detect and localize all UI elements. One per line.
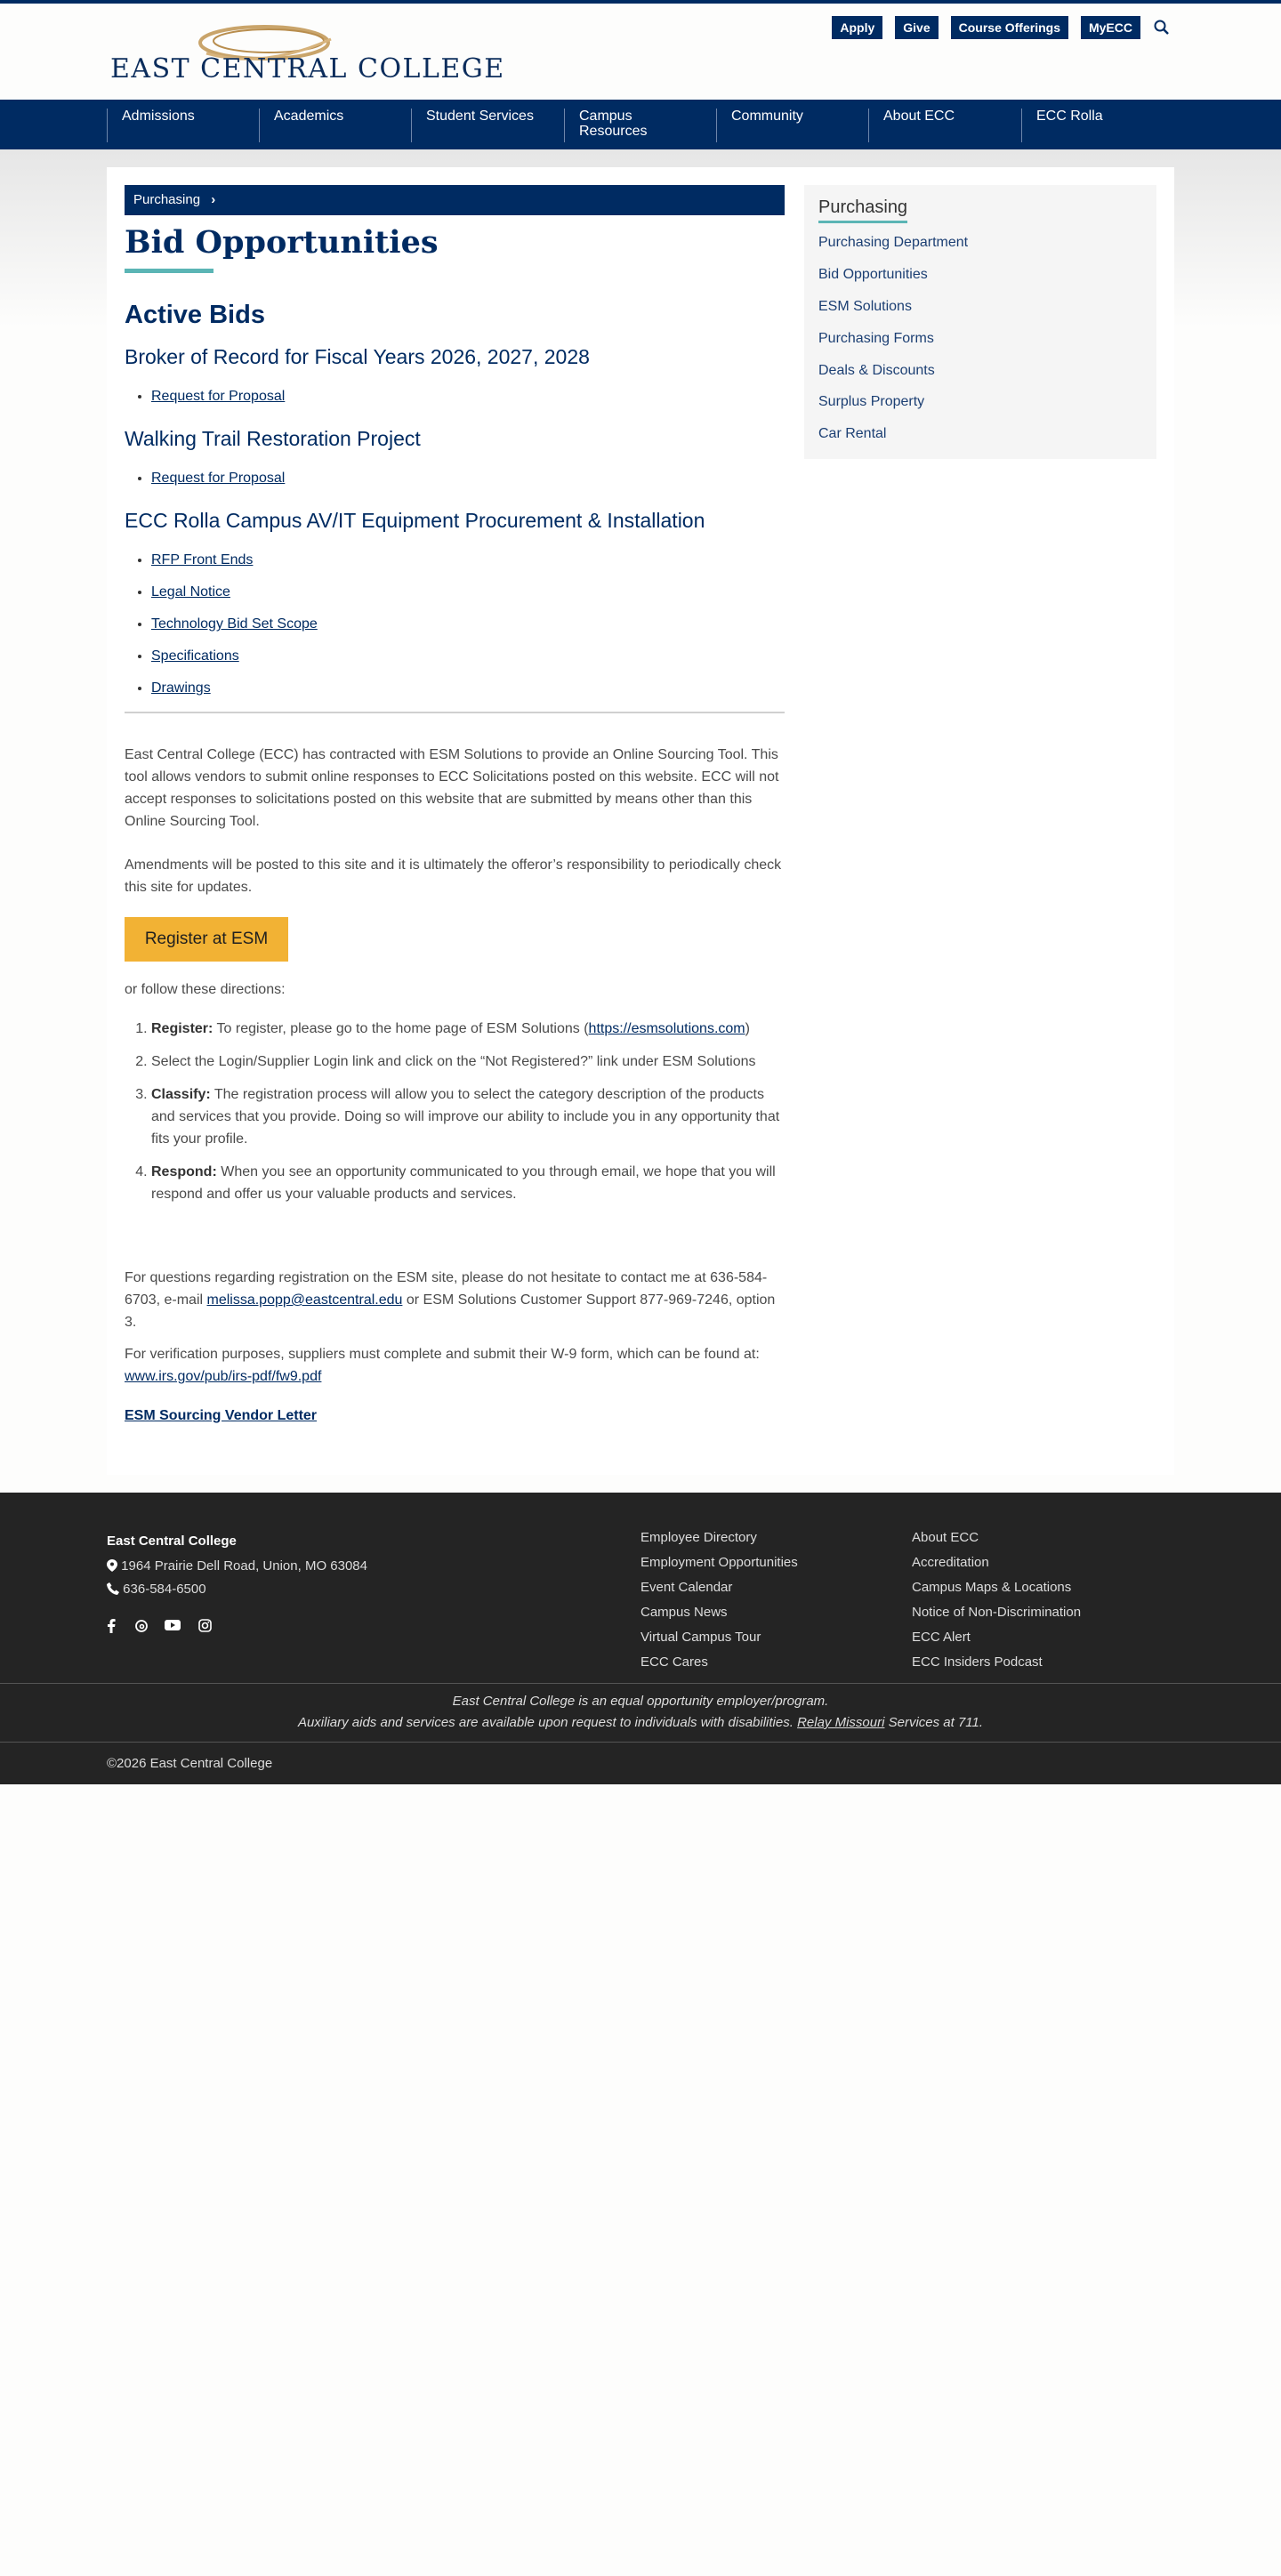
nav-about-ecc[interactable]: About ECC <box>868 109 955 142</box>
footer-link-about-ecc[interactable]: About ECC <box>912 1530 979 1545</box>
divider <box>125 712 785 713</box>
threads-icon[interactable] <box>135 1619 148 1638</box>
step-label: Register: <box>151 1021 214 1036</box>
step-text: When you see an opportunity communicated to you through email, we hope that you will respond and offer us your valuable products and services. <box>151 1164 776 1202</box>
step-text: ) <box>745 1021 750 1036</box>
phone-icon <box>107 1582 123 1597</box>
step-text: To register, please go to the home page of ESM Solutions ( <box>213 1021 589 1036</box>
give-button[interactable]: Give <box>895 16 938 39</box>
myecc-button[interactable]: MyECC <box>1081 16 1140 39</box>
w9-text: For verification purposes, suppliers must complete and submit their W-9 form, which can be found at: <box>125 1347 760 1362</box>
list-item <box>151 1083 785 1150</box>
step-text: Select the Login/Supplier Login link and click on the “Not Registered?” link under ESM Solutions <box>151 1054 756 1069</box>
questions-text: For questions regarding registration on the ESM site, please do not hesitate to contact me at 636-584-6703, e-mail <box>125 1270 768 1308</box>
list-item <box>151 1018 785 1040</box>
footer-link-campus-news[interactable]: Campus News <box>640 1605 728 1620</box>
project-links <box>125 388 285 420</box>
sidebar-item-purchasing-department[interactable]: Purchasing Department <box>818 235 969 250</box>
utility-nav <box>832 16 1171 39</box>
nav-student-services[interactable]: Student Services <box>411 109 534 142</box>
list-item <box>151 388 285 406</box>
list-item <box>151 584 318 601</box>
site-header <box>0 4 1281 100</box>
questions-paragraph <box>125 1267 785 1333</box>
registration-steps <box>125 1018 785 1216</box>
course-offerings-button[interactable]: Course Offerings <box>951 16 1068 39</box>
logo-text: EAST CENTRAL COLLEGE <box>110 53 505 85</box>
list-item <box>151 1161 785 1205</box>
sidebar-title-underline <box>818 221 907 223</box>
amendments-paragraph: Amendments will be posted to this site and it is ultimately the offeror’s responsibility to periodically check this site for updates. <box>125 857 782 895</box>
footer-link-employment-opportunities[interactable]: Employment Opportunities <box>640 1555 798 1570</box>
sidebar-item-deals-discounts[interactable]: Deals & Discounts <box>818 363 935 378</box>
technology-bid-set-scope-link[interactable]: Technology Bid Set Scope <box>151 616 318 632</box>
w9-link[interactable]: www.irs.gov/pub/irs-pdf/fw9.pdf <box>125 1369 322 1384</box>
footer-link-event-calendar[interactable]: Event Calendar <box>640 1580 733 1595</box>
aux-text: Auxiliary aids and services are available upon request to individuals with disabilities. <box>297 1715 798 1730</box>
search-icon[interactable] <box>1153 19 1171 36</box>
footer-link-employee-directory[interactable]: Employee Directory <box>640 1530 757 1545</box>
project-links <box>125 551 318 712</box>
active-bids-heading: Active Bids <box>125 301 265 329</box>
page-title: Bid Opportunities <box>125 224 439 261</box>
footer-link-accreditation[interactable]: Accreditation <box>912 1555 989 1570</box>
follow-directions-text: or follow these directions: <box>125 982 286 997</box>
sidebar <box>804 185 1156 459</box>
footer-link-virtual-campus-tour[interactable]: Virtual Campus Tour <box>640 1630 761 1645</box>
step-text: The registration process will allow you to select the category description of the products and services that you provide. Doing so will improve our ability to include you in any opportunity that fits your profile. <box>151 1087 780 1147</box>
footer-link-non-discrimination[interactable]: Notice of Non-Discrimination <box>912 1605 1082 1620</box>
map-pin-icon <box>107 1558 121 1574</box>
sidebar-title: Purchasing <box>818 197 908 217</box>
rfp-front-ends-link[interactable]: RFP Front Ends <box>151 552 254 568</box>
nav-admissions[interactable]: Admissions <box>107 109 195 142</box>
footer-address-text: 1964 Prairie Dell Road, Union, MO 63084 <box>121 1558 367 1574</box>
step-label: Respond: <box>151 1164 217 1179</box>
footer-divider <box>0 1683 1281 1684</box>
auxiliary-aids-statement <box>0 1715 1281 1730</box>
footer-phone <box>107 1582 206 1597</box>
esm-solutions-link[interactable]: https://esmsolutions.com <box>588 1021 745 1036</box>
footer-phone-text: 636-584-6500 <box>123 1582 206 1597</box>
apply-button[interactable]: Apply <box>832 16 882 39</box>
drawings-link[interactable]: Drawings <box>151 680 211 696</box>
footer-address <box>107 1558 367 1574</box>
sidebar-item-esm-solutions[interactable]: ESM Solutions <box>818 299 912 314</box>
legal-notice-link[interactable]: Legal Notice <box>151 584 230 600</box>
project-title: Walking Trail Restoration Project <box>125 427 421 450</box>
footer-link-ecc-alert[interactable]: ECC Alert <box>912 1630 971 1645</box>
nav-campus-resources[interactable]: Campus Resources <box>564 109 647 142</box>
project-title: Broker of Record for Fiscal Years 2026, 2027, 2028 <box>125 345 590 368</box>
aux-text: Services at 711. <box>884 1715 984 1730</box>
footer-divider <box>0 1742 1281 1743</box>
copyright: ©2026 East Central College <box>107 1756 273 1771</box>
sidebar-item-car-rental[interactable]: Car Rental <box>818 426 887 441</box>
footer-link-insiders-podcast[interactable]: ECC Insiders Podcast <box>912 1654 1043 1670</box>
main-card <box>107 167 1174 1475</box>
register-at-esm-button[interactable]: Register at ESM <box>125 917 288 962</box>
list-item <box>151 680 318 697</box>
breadcrumb[interactable] <box>125 185 785 215</box>
breadcrumb-label: Purchasing <box>133 192 201 207</box>
site-footer <box>0 1493 1281 1784</box>
vendor-letter-link[interactable]: ESM Sourcing Vendor Letter <box>125 1408 318 1423</box>
list-item <box>151 1051 785 1073</box>
nav-ecc-rolla[interactable]: ECC Rolla <box>1021 109 1103 142</box>
facebook-icon[interactable] <box>107 1619 116 1638</box>
sidebar-item-purchasing-forms[interactable]: Purchasing Forms <box>818 331 934 346</box>
list-item <box>151 470 285 487</box>
college-logo[interactable] <box>109 16 505 87</box>
request-for-proposal-link[interactable]: Request for Proposal <box>151 389 286 404</box>
sidebar-item-surplus-property[interactable]: Surplus Property <box>818 394 925 409</box>
list-item <box>151 648 318 665</box>
equal-opportunity-statement: East Central College is an equal opportunity employer/program. <box>452 1694 829 1709</box>
project-links <box>125 470 285 502</box>
relay-missouri-link[interactable]: Relay Missouri <box>797 1715 885 1730</box>
email-link[interactable]: melissa.popp@eastcentral.edu <box>206 1292 403 1308</box>
nav-academics[interactable]: Academics <box>259 109 343 142</box>
title-underline <box>125 269 214 273</box>
footer-link-ecc-cares[interactable]: ECC Cares <box>640 1654 708 1670</box>
instagram-icon[interactable] <box>198 1619 212 1637</box>
footer-college-name: East Central College <box>107 1534 237 1549</box>
footer-link-campus-maps[interactable]: Campus Maps & Locations <box>912 1580 1072 1595</box>
list-item <box>151 551 318 569</box>
intro-paragraph: East Central College (ECC) has contracted with ESM Solutions to provide an Online Sourcing Tool. This tool allows vendors to submit online responses to ECC Solicitations posted on this website. ECC will not accept responses to solicitations posted on this website that are submitted by means other than this Online Sourcing Tool. <box>125 747 779 829</box>
nav-community[interactable]: Community <box>716 109 803 142</box>
questions-text: or ESM Solutions Customer Support 877-969-7246, option 3. <box>125 1292 776 1330</box>
youtube-icon[interactable] <box>165 1619 181 1636</box>
list-item <box>151 616 318 633</box>
w9-paragraph <box>125 1343 785 1388</box>
specifications-link[interactable]: Specifications <box>151 648 239 664</box>
project-title: ECC Rolla Campus AV/IT Equipment Procurement & Installation <box>125 509 705 532</box>
step-label: Classify: <box>151 1087 211 1102</box>
chevron-right-icon: › <box>211 192 216 207</box>
main-nav <box>0 100 1281 149</box>
sidebar-item-bid-opportunities[interactable]: Bid Opportunities <box>818 267 928 282</box>
request-for-proposal-link[interactable]: Request for Proposal <box>151 471 286 486</box>
